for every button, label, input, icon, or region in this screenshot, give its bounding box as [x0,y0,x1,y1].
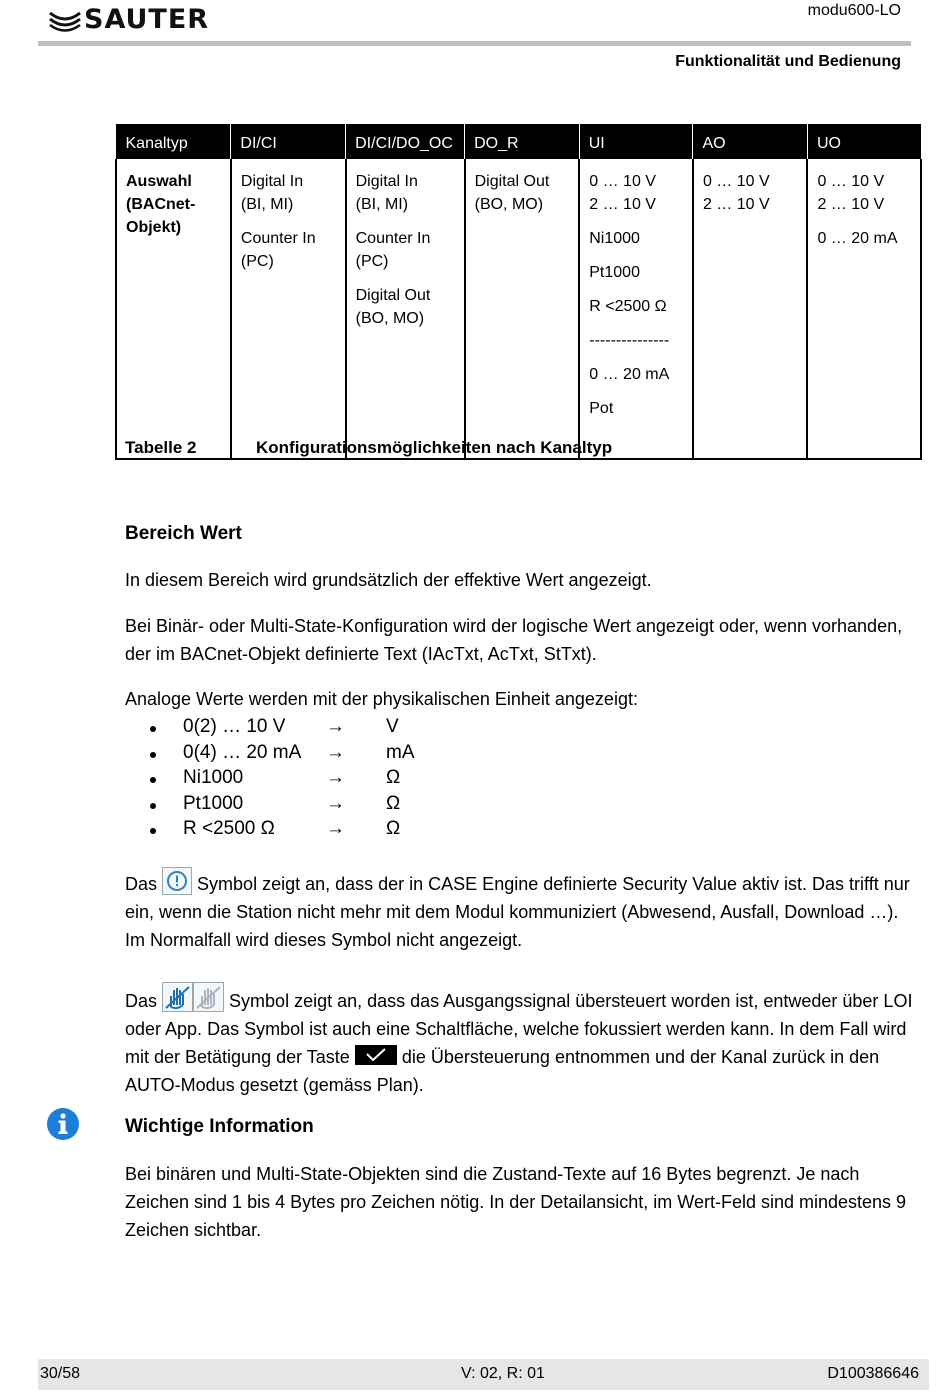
cell-entry [241,170,336,216]
text-fragment: Symbol zeigt an, dass der in CASE Engine definierte Security Value aktiv ist. Das trifft nur ein, wenn die Station nicht mehr mit dem Modul kommuniziert (Abwesend, Ausfall, Download …). Im Normalfall wird dieses Symbol nicht angezeigt. [125,874,910,950]
cell-entry [589,295,683,318]
cell-line: Pot [589,400,614,417]
unit-input: Ni1000 [183,767,244,788]
text-fragment: Das [125,874,158,894]
table-cell [579,159,693,459]
bullet [150,752,156,758]
cell-line: --------------- [589,332,670,349]
unit-value: Ω [386,792,401,814]
column-header: UO [807,124,921,159]
info-title: Wichtige Information [125,1116,314,1137]
table-caption-label: Tabelle 2 [125,438,197,457]
unit-input: Pt1000 [183,792,244,814]
brand-name: SAUTER [84,4,210,35]
paragraph-binary-config: Bei Binär- oder Multi-State-Konfiguration wird der logische Wert angezeigt oder, wenn vorhanden, der im BACnet-Objekt definierte Text (IAcTxt, AcTxt, StTxt). [125,616,903,664]
cell-entry [356,170,455,216]
table-row [116,159,921,459]
unit-value: mA [386,741,415,763]
cell-entry [589,397,683,420]
cell-line: Digital Out [474,173,550,190]
footer-document-number: D100386646 [827,1365,919,1382]
cell-entry [817,170,911,216]
column-header: DO_R [465,124,580,159]
security-value-icon [162,867,192,895]
table-header-row [116,124,921,159]
cell-line: 0 … 10 V [817,173,885,190]
arrow-icon: → [326,767,345,788]
cell-entry [589,329,683,352]
cell-entry [475,170,570,216]
header-divider [38,41,911,46]
cell-line: Pt1000 [589,264,640,281]
section-heading-bereich-wert: Bereich Wert [125,523,242,544]
override-hand-icon [162,982,193,1012]
table-cell [465,159,580,459]
cell-entry [589,261,683,284]
cell-entry [241,227,336,273]
cell-line: 2 … 10 V [589,196,656,213]
cell-line: 0 … 20 mA [817,230,898,247]
document-id: modu600-LO [807,2,901,19]
page-number: 30/58 [40,1365,81,1382]
page-footer [38,1359,929,1390]
cell-entry [817,227,911,250]
table-cell [231,159,346,459]
cell-line: R <2500 Ω [589,298,667,315]
cell-line: (BO, MO) [474,196,544,213]
cell-line: Digital Out [355,287,431,304]
cell-entry [356,227,455,273]
version: V: 02, R: 01 [461,1365,545,1382]
column-header: AO [693,124,808,159]
table-cell [346,159,465,459]
cell-line: 0 … 10 V [702,173,770,190]
bullet [150,803,156,809]
bullet [150,828,156,834]
cell-line: (PC) [355,253,389,270]
column-header: DI/CI [231,124,346,159]
column-header: Kanaltyp [116,124,231,159]
paragraph-analog-values: Analoge Werte werden mit der physikalischen Einheit angezeigt: [125,689,638,709]
cell-line: (BI, MI) [355,196,409,213]
cell-entry [703,170,798,216]
cell-line: (BI, MI) [240,196,294,213]
table-caption-text: Konfigurationsmöglichkeiten nach Kanaltyp [256,438,613,457]
unit-input: R <2500 Ω [183,818,275,839]
paragraph-security-value [125,870,915,954]
confirm-key-icon [355,1045,397,1065]
column-header: UI [579,124,693,159]
table-cell [807,159,921,459]
text-fragment: die Übersteuerung entnommen und der Kanal zurück in den AUTO-Modus gesetzt (gemäss Plan). [125,1047,880,1095]
table-cell [693,159,808,459]
row-label: Auswahl (BACnet-Objekt) [126,173,196,236]
unit-value: Ω [386,818,401,839]
unit-value: V [386,716,399,737]
bullet [150,777,156,783]
column-header: DI/CI/DO_OC [346,124,465,159]
cell-line: Counter In [355,230,431,247]
row-label-cell [116,159,231,459]
info-icon [47,1108,79,1140]
cell-entry [589,227,683,250]
cell-line: Digital In [240,173,304,190]
arrow-icon: → [326,741,345,763]
sauter-logo-icon [48,5,82,35]
cell-line: Counter In [240,230,316,247]
cell-line: Digital In [355,173,418,190]
text-fragment: Das [125,991,158,1011]
unit-input: 0(2) … 10 V [183,716,286,737]
cell-line: Ni1000 [589,230,640,247]
section-title: Funktionalität und Bedienung [675,53,901,70]
paragraph-override [125,982,915,1099]
cell-line: 0 … 10 V [589,173,656,190]
text-fragment: Symbol zeigt an, dass das Ausgangssignal übersteuert worden ist, entweder über LOI oder App. Das Symbol ist auch eine Schaltfläche, welche fokussiert werden kann. In dem Fall wird mit der Betätigung der Taste [125,991,913,1067]
cell-line: (PC) [240,253,274,270]
cell-entry [589,363,683,386]
cell-line: 2 … 10 V [817,196,885,213]
cell-line: 2 … 10 V [702,196,770,213]
channel-config-table [115,124,922,460]
arrow-icon: → [326,716,345,737]
cell-line: (BO, MO) [355,310,425,327]
cell-entry [356,284,455,330]
cell-line: 0 … 20 mA [589,366,670,383]
arrow-icon: → [326,818,345,839]
unit-value: Ω [386,767,401,788]
cell-entry [589,170,683,216]
unit-input: 0(4) … 20 mA [183,741,302,763]
bullet [150,726,156,732]
sauter-logo [48,4,209,35]
info-text: Bei binären und Multi-State-Objekten sind die Zustand-Texte auf 16 Bytes begrenzt. Je nach Zeichen sind 1 bis 4 Bytes pro Zeichen nötig. In der Detailansicht, im Wert-Feld sind mindestens 9 Zeichen sichtbar. [125,1164,907,1240]
paragraph-effective-value: In diesem Bereich wird grundsätzlich der effektive Wert angezeigt. [125,570,652,590]
arrow-icon: → [326,792,345,814]
override-hand-inactive-icon [193,982,224,1012]
